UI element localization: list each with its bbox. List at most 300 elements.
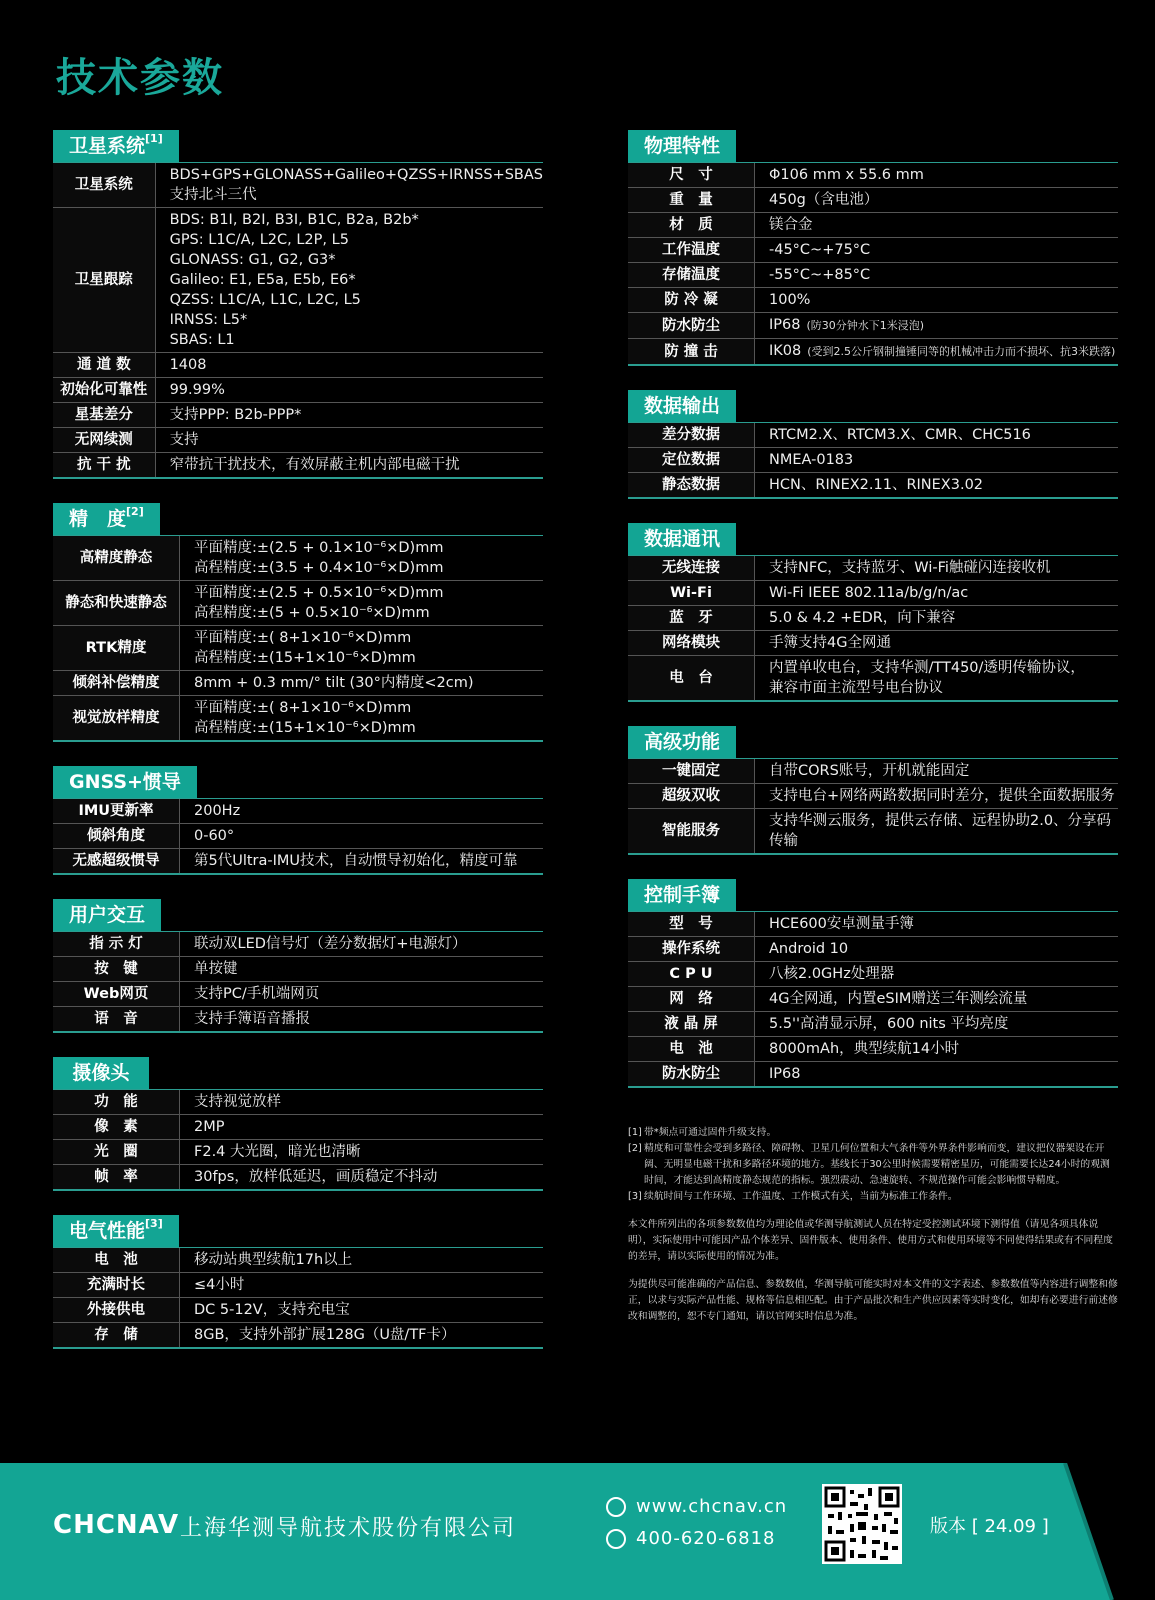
table-row bbox=[628, 1062, 1118, 1088]
spec-value-line: 八核2.0GHz处理器 bbox=[769, 966, 895, 982]
footnote-number: [1] bbox=[628, 1127, 642, 1138]
spec-value-line: 30fps，放样低延迟，画质稳定不抖动 bbox=[194, 1169, 438, 1185]
spec-key: 电 台 bbox=[628, 656, 755, 702]
spec-value bbox=[180, 1115, 544, 1140]
table-row bbox=[53, 536, 543, 581]
spec-value-line: BDS+GPS+GLONASS+Galileo+QZSS+IRNSS+SBAS bbox=[169, 167, 543, 183]
spec-value bbox=[755, 313, 1119, 339]
table-row bbox=[53, 626, 543, 671]
spec-value-line: 4G全网通，内置eSIM赠送三年测绘流量 bbox=[769, 991, 1028, 1007]
section-title bbox=[53, 899, 161, 931]
spec-value-line: 平面精度:±( 8+1×10⁻⁶×D)mm bbox=[194, 700, 412, 716]
spec-value bbox=[180, 626, 544, 671]
spec-value bbox=[180, 1273, 544, 1298]
table-row bbox=[628, 937, 1118, 962]
section-title bbox=[53, 130, 179, 162]
spec-value-line: 高程精度:±(3.5 + 0.4×10⁻⁶×D)mm bbox=[194, 560, 444, 576]
table-row bbox=[53, 1140, 543, 1165]
spec-key: 存 储 bbox=[53, 1323, 180, 1349]
spec-table bbox=[53, 1248, 543, 1349]
section-header bbox=[628, 726, 1118, 759]
section-title bbox=[53, 1215, 179, 1247]
spec-key: 初始化可靠性 bbox=[53, 378, 155, 403]
section-title-text: 数据输出 bbox=[644, 395, 721, 417]
spec-key: 视觉放样精度 bbox=[53, 696, 180, 742]
spec-value bbox=[755, 759, 1119, 784]
spec-value bbox=[180, 982, 544, 1007]
spec-key: 液 晶 屏 bbox=[628, 1012, 755, 1037]
table-row bbox=[53, 799, 543, 824]
section-title-text: GNSS+惯导 bbox=[69, 771, 181, 793]
spec-key: 防 撞 击 bbox=[628, 339, 755, 366]
spec-value-line: 窄带抗干扰技术，有效屏蔽主机内部电磁干扰 bbox=[169, 457, 460, 473]
spec-table bbox=[53, 932, 543, 1033]
spec-value bbox=[755, 809, 1119, 855]
spec-key: 语 音 bbox=[53, 1007, 180, 1033]
spec-key: 智能服务 bbox=[628, 809, 755, 855]
spec-value bbox=[180, 1090, 544, 1115]
spec-value bbox=[180, 1248, 544, 1273]
spec-value-line: 8GB，支持外部扩展128G（U盘/TF卡） bbox=[194, 1327, 456, 1343]
spec-key: 防 冷 凝 bbox=[628, 288, 755, 313]
spec-key: RTK精度 bbox=[53, 626, 180, 671]
section-title-text: 卫星系统 bbox=[69, 135, 146, 157]
spec-key: 定位数据 bbox=[628, 448, 755, 473]
spec-value-line: GPS: L1C/A, L2C, L2P, L5 bbox=[169, 232, 349, 248]
spec-value bbox=[180, 932, 544, 957]
spec-key: 重 量 bbox=[628, 188, 755, 213]
table-row bbox=[628, 163, 1118, 188]
right-column bbox=[628, 130, 1118, 1112]
spec-section bbox=[628, 523, 1118, 702]
spec-key: 网络模块 bbox=[628, 631, 755, 656]
table-row bbox=[53, 1298, 543, 1323]
section-title bbox=[53, 766, 197, 798]
footnote-text: 续航时间与工作环境、工作温度、工作模式有关，当前为标准工作条件。 bbox=[644, 1191, 958, 1202]
spec-value bbox=[755, 1062, 1119, 1088]
spec-value bbox=[755, 288, 1119, 313]
spec-value-line: IP68 bbox=[769, 1066, 801, 1082]
table-row bbox=[628, 809, 1118, 855]
section-title-text: 电气性能 bbox=[69, 1220, 146, 1242]
section-title-text: 物理特性 bbox=[644, 135, 721, 157]
footnote-item bbox=[628, 1141, 1118, 1189]
spec-value bbox=[755, 188, 1119, 213]
section-title bbox=[628, 726, 736, 758]
section-header bbox=[53, 766, 543, 799]
footnote-number: [3] bbox=[628, 1191, 642, 1202]
spec-key: IMU更新率 bbox=[53, 799, 180, 824]
spec-key: 存储温度 bbox=[628, 263, 755, 288]
spec-value bbox=[755, 581, 1119, 606]
table-row bbox=[53, 982, 543, 1007]
spec-value-line: HCN、RINEX2.11、RINEX3.02 bbox=[769, 477, 984, 493]
spec-value-line: 单按键 bbox=[194, 961, 238, 977]
spec-key: 星基差分 bbox=[53, 403, 155, 428]
spec-note: (受到2.5公斤钢制撞锤同等的机械冲击力而不损坏、抗3米跌落) bbox=[807, 345, 1116, 358]
spec-value-line: 支持视觉放样 bbox=[194, 1094, 281, 1110]
spec-value bbox=[180, 1140, 544, 1165]
spec-value-line: 支持华测云服务，提供云存储、远程协助2.0、分享码传输 bbox=[769, 813, 1112, 849]
table-row bbox=[53, 696, 543, 742]
footnote-text: 带*频点可通过固件升级支持。 bbox=[644, 1127, 777, 1138]
section-title-text: 控制手簿 bbox=[644, 884, 721, 906]
footnote-number: [2] bbox=[628, 1143, 642, 1154]
section-title-text: 数据通讯 bbox=[644, 528, 721, 550]
page-title: 技术参数 bbox=[56, 55, 224, 101]
spec-value-line: 平面精度:±( 8+1×10⁻⁶×D)mm bbox=[194, 630, 412, 646]
spec-value bbox=[155, 403, 543, 428]
spec-section bbox=[53, 899, 543, 1033]
section-header bbox=[628, 523, 1118, 556]
spec-value bbox=[155, 208, 543, 353]
spec-value bbox=[755, 912, 1119, 937]
table-row bbox=[53, 671, 543, 696]
spec-value-line: 高程精度:±(15+1×10⁻⁶×D)mm bbox=[194, 650, 416, 666]
spec-value bbox=[755, 1037, 1119, 1062]
spec-table bbox=[628, 912, 1118, 1088]
globe-icon bbox=[606, 1497, 626, 1517]
spec-value-line: 支持PPP: B2b-PPP* bbox=[169, 407, 302, 423]
spec-value-line: 平面精度:±(2.5 + 0.5×10⁻⁶×D)mm bbox=[194, 585, 444, 601]
disclaimer-paragraph-2: 为提供尽可能准确的产品信息、参数数值，华测导航可能实时对本文件的文字表述、参数数值等内容进行调整和修正，以求与实际产品性能、规格等信息相匹配。由于产品批次和生产供应因素等实时变化，如却有必要进行前述修改和调整的，恕不专门通知，请以官网实时信息为准。 bbox=[628, 1279, 1118, 1322]
spec-value bbox=[155, 453, 543, 479]
spec-value-line: 联动双LED信号灯（差分数据灯+电源灯） bbox=[194, 936, 467, 952]
spec-value bbox=[180, 1323, 544, 1349]
spec-table bbox=[53, 536, 543, 742]
table-row bbox=[53, 1007, 543, 1033]
footnote-ref: [3] bbox=[145, 1217, 163, 1230]
spec-key: 卫星系统 bbox=[53, 163, 155, 208]
spec-value-line: HCE600安卓测量手簿 bbox=[769, 916, 914, 932]
spec-value-line: SBAS: L1 bbox=[169, 332, 235, 348]
table-row bbox=[628, 962, 1118, 987]
section-header bbox=[628, 130, 1118, 163]
table-row bbox=[53, 163, 543, 208]
spec-value-line: IK08 bbox=[769, 343, 802, 359]
spec-key: 无感超级惯导 bbox=[53, 849, 180, 875]
table-row bbox=[53, 1090, 543, 1115]
qr-code bbox=[822, 1484, 902, 1564]
phone-link[interactable] bbox=[606, 1528, 776, 1549]
spec-key: 帧 率 bbox=[53, 1165, 180, 1191]
spec-value-line: 8mm + 0.3 mm/° tilt (30°内精度<2cm) bbox=[194, 675, 474, 691]
spec-value bbox=[180, 1165, 544, 1191]
section-header bbox=[628, 879, 1118, 912]
spec-value-line: IRNSS: L5* bbox=[169, 312, 248, 328]
section-header bbox=[53, 1215, 543, 1248]
spec-value bbox=[180, 696, 544, 742]
spec-value-line: 200Hz bbox=[194, 803, 241, 819]
table-row bbox=[53, 1323, 543, 1349]
spec-value-line: 1408 bbox=[169, 357, 207, 373]
spec-value-line: 8000mAh，典型续航14小时 bbox=[769, 1041, 960, 1057]
spec-value-line: 兼容市面主流型号电台协议 bbox=[769, 680, 943, 696]
spec-key: Wi-Fi bbox=[628, 581, 755, 606]
table-row bbox=[628, 263, 1118, 288]
spec-key: 电 池 bbox=[628, 1037, 755, 1062]
section-header bbox=[628, 390, 1118, 423]
footnote-item bbox=[628, 1189, 1118, 1205]
spec-value-line: NMEA-0183 bbox=[769, 452, 854, 468]
spec-section bbox=[628, 726, 1118, 855]
spec-section bbox=[628, 390, 1118, 499]
table-row bbox=[628, 1012, 1118, 1037]
spec-key: 操作系统 bbox=[628, 937, 755, 962]
table-row bbox=[628, 238, 1118, 263]
spec-value-line: 内置单收电台，支持华测/TT450/透明传输协议， bbox=[769, 660, 1085, 676]
spec-value-line: QZSS: L1C/A, L1C, L2C, L5 bbox=[169, 292, 361, 308]
phone-icon bbox=[606, 1529, 626, 1549]
spec-value-line: GLONASS: G1, G2, G3* bbox=[169, 252, 336, 268]
section-title bbox=[628, 523, 736, 555]
spec-value-line: Φ106 mm x 55.6 mm bbox=[769, 167, 924, 183]
spec-value bbox=[755, 656, 1119, 702]
table-row bbox=[53, 849, 543, 875]
table-row bbox=[628, 581, 1118, 606]
table-row bbox=[628, 784, 1118, 809]
spec-key: C P U bbox=[628, 962, 755, 987]
spec-key: 卫星跟踪 bbox=[53, 208, 155, 353]
spec-key: 指 示 灯 bbox=[53, 932, 180, 957]
spec-value bbox=[755, 962, 1119, 987]
table-row bbox=[53, 932, 543, 957]
section-title-text: 用户交互 bbox=[69, 904, 146, 926]
spec-key: 外接供电 bbox=[53, 1298, 180, 1323]
section-header bbox=[53, 503, 543, 536]
table-row bbox=[53, 824, 543, 849]
table-row bbox=[53, 1273, 543, 1298]
spec-value bbox=[755, 263, 1119, 288]
spec-value-line: 2MP bbox=[194, 1119, 225, 1135]
section-header bbox=[53, 1057, 543, 1090]
spec-value bbox=[155, 353, 543, 378]
spec-value-line: 镁合金 bbox=[769, 217, 813, 233]
spec-value-line: ≤4小时 bbox=[194, 1277, 245, 1293]
spec-section bbox=[53, 766, 543, 875]
brand-logo: CHCNAV bbox=[53, 1510, 180, 1540]
table-row bbox=[628, 631, 1118, 656]
spec-value bbox=[180, 1007, 544, 1033]
spec-key: 像 素 bbox=[53, 1115, 180, 1140]
table-row bbox=[53, 957, 543, 982]
table-row bbox=[53, 581, 543, 626]
spec-value bbox=[155, 378, 543, 403]
table-row bbox=[53, 1165, 543, 1191]
table-row bbox=[53, 403, 543, 428]
table-row bbox=[53, 208, 543, 353]
spec-value bbox=[755, 987, 1119, 1012]
spec-value bbox=[755, 473, 1119, 499]
table-row bbox=[53, 1248, 543, 1273]
spec-value bbox=[180, 1298, 544, 1323]
spec-value-line: -45°C~+75°C bbox=[769, 242, 871, 258]
spec-key: 无线连接 bbox=[628, 556, 755, 581]
spec-key: 超级双收 bbox=[628, 784, 755, 809]
table-row bbox=[628, 759, 1118, 784]
disclaimer-paragraph-1: 本文件所列出的各项参数数值均为理论值或华测导航测试人员在特定受控测试环境下测得值（请见各项具体说明），实际使用中可能因产品个体差异、固件版本、使用条件、使用方式和使用环境等不同使得结果或有不同程度的差异，请以实际使用的情况为准。 bbox=[628, 1219, 1113, 1262]
spec-key: 高精度静态 bbox=[53, 536, 180, 581]
spec-key: 倾斜角度 bbox=[53, 824, 180, 849]
spec-value bbox=[180, 824, 544, 849]
spec-value-line: DC 5-12V，支持充电宝 bbox=[194, 1302, 350, 1318]
spec-section bbox=[53, 130, 543, 479]
spec-value bbox=[755, 606, 1119, 631]
spec-value-line: 自带CORS账号，开机就能固定 bbox=[769, 763, 970, 779]
spec-table bbox=[628, 163, 1118, 366]
spec-key: 静态数据 bbox=[628, 473, 755, 499]
spec-key: 电 池 bbox=[53, 1248, 180, 1273]
table-row bbox=[628, 188, 1118, 213]
table-row bbox=[53, 453, 543, 479]
spec-value-line: 0-60° bbox=[194, 828, 235, 844]
spec-value bbox=[755, 1012, 1119, 1037]
spec-key: 尺 寸 bbox=[628, 163, 755, 188]
spec-value-line: 支持北斗三代 bbox=[169, 187, 257, 203]
spec-value-line: Galileo: E1, E5a, E5b, E6* bbox=[169, 272, 356, 288]
spec-value-line: 高程精度:±(5 + 0.5×10⁻⁶×D)mm bbox=[194, 605, 430, 621]
spec-value-line: 手簿支持4G全网通 bbox=[769, 635, 891, 651]
left-column bbox=[53, 130, 543, 1373]
table-row bbox=[53, 428, 543, 453]
section-title-text: 高级功能 bbox=[644, 731, 721, 753]
spec-value-line: 支持手簿语音播报 bbox=[194, 1011, 310, 1027]
table-row bbox=[628, 987, 1118, 1012]
spec-value-line: Android 10 bbox=[769, 941, 849, 957]
table-row bbox=[53, 353, 543, 378]
spec-section bbox=[628, 130, 1118, 366]
spec-table bbox=[628, 556, 1118, 702]
footnote-ref: [1] bbox=[145, 132, 163, 145]
spec-value bbox=[755, 556, 1119, 581]
spec-key: 材 质 bbox=[628, 213, 755, 238]
table-row bbox=[628, 912, 1118, 937]
spec-key: 功 能 bbox=[53, 1090, 180, 1115]
table-row bbox=[628, 606, 1118, 631]
spec-value-line: F2.4 大光圈，暗光也清晰 bbox=[194, 1144, 361, 1160]
spec-key: 工作温度 bbox=[628, 238, 755, 263]
table-row bbox=[628, 448, 1118, 473]
spec-key: 型 号 bbox=[628, 912, 755, 937]
section-title bbox=[628, 390, 736, 422]
spec-key: 网 络 bbox=[628, 987, 755, 1012]
spec-value bbox=[755, 448, 1119, 473]
spec-section bbox=[628, 879, 1118, 1088]
spec-value bbox=[755, 423, 1119, 448]
spec-value bbox=[180, 799, 544, 824]
spec-key: 倾斜补偿精度 bbox=[53, 671, 180, 696]
spec-key: 通 道 数 bbox=[53, 353, 155, 378]
section-title bbox=[53, 503, 160, 535]
spec-value bbox=[755, 937, 1119, 962]
spec-value-line: Wi-Fi IEEE 802.11a/b/g/n/ac bbox=[769, 585, 969, 601]
spec-key: 一键固定 bbox=[628, 759, 755, 784]
spec-value-line: 移动站典型续航17h以上 bbox=[194, 1252, 353, 1268]
spec-value-line: 支持PC/手机端网页 bbox=[194, 986, 320, 1002]
table-row bbox=[53, 378, 543, 403]
spec-key: Web网页 bbox=[53, 982, 180, 1007]
table-row bbox=[628, 423, 1118, 448]
spec-key: 蓝 牙 bbox=[628, 606, 755, 631]
spec-key: 充满时长 bbox=[53, 1273, 180, 1298]
spec-value bbox=[755, 163, 1119, 188]
spec-table bbox=[53, 1090, 543, 1191]
spec-section bbox=[53, 503, 543, 742]
section-header bbox=[53, 130, 543, 163]
spec-key: 抗 干 扰 bbox=[53, 453, 155, 479]
section-title-text: 摄像头 bbox=[72, 1062, 130, 1084]
spec-section bbox=[53, 1215, 543, 1349]
footnote-item bbox=[628, 1125, 1118, 1141]
spec-value bbox=[755, 238, 1119, 263]
spec-value-line: 支持电台+网络两路数据同时差分，提供全面数据服务 bbox=[769, 788, 1115, 804]
section-title-text: 精 度 bbox=[69, 508, 127, 530]
company-name: 上海华测导航技术股份有限公司 bbox=[180, 1516, 517, 1541]
section-title bbox=[628, 130, 736, 162]
spec-value-line: BDS: B1I, B2I, B3I, B1C, B2a, B2b* bbox=[169, 212, 419, 228]
table-row bbox=[628, 313, 1118, 339]
spec-value bbox=[180, 671, 544, 696]
section-title bbox=[628, 879, 736, 911]
website-link[interactable] bbox=[606, 1496, 787, 1517]
spec-value bbox=[755, 631, 1119, 656]
spec-value-line: IP68 bbox=[769, 317, 801, 333]
spec-value bbox=[180, 581, 544, 626]
spec-key: 静态和快速静态 bbox=[53, 581, 180, 626]
phone-text: 400-620-6818 bbox=[636, 1528, 776, 1549]
spec-note: (防30分钟水下1米浸泡) bbox=[806, 319, 925, 332]
table-row bbox=[628, 473, 1118, 499]
spec-key: 防水防尘 bbox=[628, 313, 755, 339]
spec-table bbox=[628, 759, 1118, 855]
spec-value-line: 100% bbox=[769, 292, 811, 308]
spec-value bbox=[155, 163, 543, 208]
spec-value-line: RTCM2.X、RTCM3.X、CMR、CHC516 bbox=[769, 427, 1031, 443]
table-row bbox=[53, 1115, 543, 1140]
spec-value bbox=[755, 339, 1119, 366]
spec-value bbox=[755, 213, 1119, 238]
spec-value-line: 支持 bbox=[169, 432, 199, 448]
spec-value-line: 第5代Ultra-IMU技术，自动惯导初始化，精度可靠 bbox=[194, 853, 518, 869]
section-title bbox=[53, 1057, 149, 1089]
spec-value bbox=[180, 536, 544, 581]
footnote-ref: [2] bbox=[126, 505, 144, 518]
spec-value bbox=[755, 784, 1119, 809]
website-text: www.chcnav.cn bbox=[636, 1496, 788, 1517]
table-row bbox=[628, 656, 1118, 702]
spec-value-line: 5.0 & 4.2 +EDR，向下兼容 bbox=[769, 610, 956, 626]
table-row bbox=[628, 1037, 1118, 1062]
spec-value bbox=[180, 957, 544, 982]
spec-value-line: 5.5''高清显示屏，600 nits 平均亮度 bbox=[769, 1016, 1009, 1032]
table-row bbox=[628, 213, 1118, 238]
spec-value-line: 平面精度:±(2.5 + 0.1×10⁻⁶×D)mm bbox=[194, 540, 444, 556]
spec-key: 防水防尘 bbox=[628, 1062, 755, 1088]
spec-section bbox=[53, 1057, 543, 1191]
spec-value-line: 99.99% bbox=[169, 382, 225, 398]
section-header bbox=[53, 899, 543, 932]
version-label: 版本 [ 24.09 ] bbox=[930, 1516, 1049, 1537]
table-row bbox=[628, 288, 1118, 313]
footnote-text: 精度和可靠性会受到多路径、障碍物、卫星几何位置和大气条件等外界条件影响而变，建议把仪器架设在开阔、无明显电磁干扰和多路径环境的地方。基线长于30公里时候需要精密星历，可能需要长达24小时的观测时间，才能达到高精度静态规范的指标。强烈震动、急速旋转、不规范操作可能会影响惯导精度。 bbox=[644, 1143, 1110, 1186]
spec-table bbox=[53, 799, 543, 875]
spec-table bbox=[628, 423, 1118, 499]
spec-value bbox=[155, 428, 543, 453]
table-row bbox=[628, 556, 1118, 581]
spec-key: 差分数据 bbox=[628, 423, 755, 448]
spec-value-line: -55°C~+85°C bbox=[769, 267, 871, 283]
table-row bbox=[628, 339, 1118, 366]
